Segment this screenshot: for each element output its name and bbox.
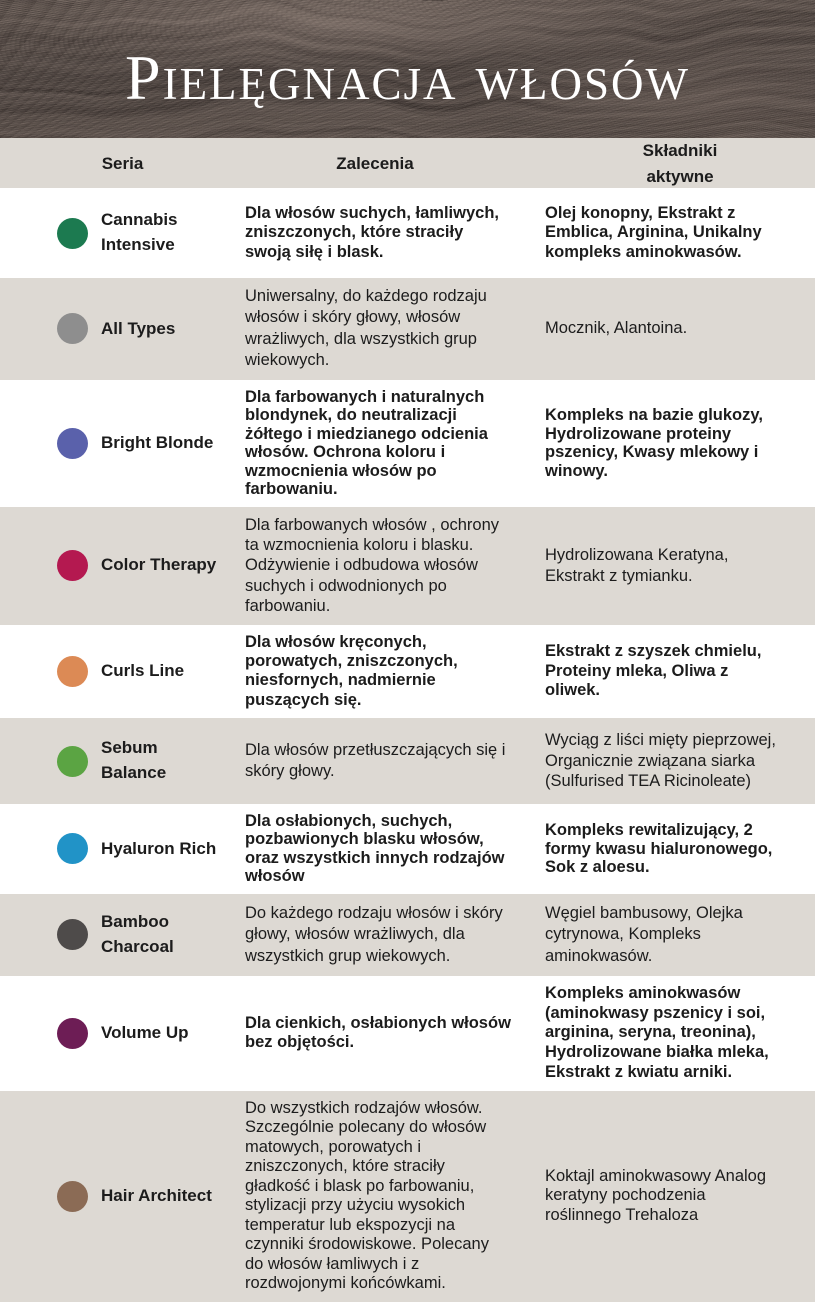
recommendations-text: Do wszystkich rodzajów włosów. Szczególnie polecany do włosów matowych, porowatych i zniszczonych, które straciły gładkość i blask po farbowaniu, stylizacji przy użyciu wysokich temperatur lub ekspozycji na czynniki środowiskowe. Polecany do włosów łamliwych i z rozdwojonymi końcówkami. (245, 1098, 489, 1293)
series-cell (0, 728, 245, 793)
series-cell (0, 305, 245, 352)
column-header-skladniki-label: Składniki aktywne (642, 141, 718, 186)
series-cell (0, 420, 245, 467)
series-name: Bright Blonde (101, 432, 214, 452)
active-ingredients-text: Kompleks rewitalizujący, 2 formy kwasu hialuronowego, Sok z aloesu. (545, 821, 773, 877)
active-ingredients-text: Olej konopny, Ekstrakt z Emblica, Arginina, Unikalny kompleks aminokwasów. (545, 204, 762, 261)
table-row-sebum-balance (0, 718, 815, 804)
table-row-color-therapy (0, 507, 815, 625)
recommendations-text: Dla włosów przetłuszczających się i skóry głowy. (245, 741, 506, 781)
active-ingredients-text: Kompleks aminokwasów (aminokwasy pszenicy i soi, arginina, seryna, treonina), Hydrolizowane białka mleka, Ekstrakt z kwiatu arniki. (545, 983, 769, 1082)
series-name: Sebum Balance (101, 738, 167, 783)
table-row-all-types (0, 278, 815, 380)
series-cell (0, 825, 245, 872)
series-color-dot (57, 550, 88, 581)
series-name: All Types (101, 318, 176, 338)
active-ingredients-text: Mocznik, Alantoina. (545, 319, 688, 338)
recommendations-text: Dla osłabionych, suchych, pozbawionych blasku włosów, oraz wszystkich innych rodzajów włosów (245, 812, 505, 886)
series-name: Volume Up (101, 1023, 189, 1043)
series-color-dot (57, 746, 88, 777)
recommendations-text: Do każdego rodzaju włosów i skóry głowy, włosów wrażliwych, dla wszystkich grup wiekowych. (245, 903, 503, 965)
active-ingredients-text: Kompleks na bazie glukozy, Hydrolizowane proteiny pszenicy, Kwasy mlekowy i winowy. (545, 406, 763, 480)
active-ingredients-text: Ekstrakt z szyszek chmielu, Proteiny mleka, Oliwa z oliwek. (545, 642, 762, 700)
series-cell (0, 200, 245, 265)
series-name: Hyaluron Rich (101, 838, 217, 858)
table-row-hyaluron-rich (0, 804, 815, 894)
column-header-zalecenia: Zalecenia (336, 153, 414, 173)
table-row-curls-line (0, 625, 815, 718)
hair-photo-banner (0, 0, 815, 138)
active-ingredients-text: Hydrolizowana Keratyna, Ekstrakt z tymianku. (545, 546, 729, 585)
series-cell (0, 542, 245, 589)
table-row-bamboo-charcoal (0, 894, 815, 976)
recommendations-text: Dla farbowanych włosów , ochrony ta wzmocnienia koloru i blasku. Odżywienie i odbudowa włosów suchych i odwodnionych po farbowaniu. (245, 515, 500, 616)
table-body (0, 188, 815, 1302)
series-color-dot (57, 919, 88, 950)
series-cell (0, 902, 245, 967)
active-ingredients-text: Wyciąg z liści mięty pieprzowej, Organicznie związana siarka (Sulfurised TEA Ricinoleate) (545, 731, 776, 791)
active-ingredients-text: Węgiel bambusowy, Olejka cytrynowa, Kompleks aminokwasów. (545, 903, 743, 965)
series-name: Curls Line (101, 661, 185, 681)
recommendations-text: Dla farbowanych i naturalnych blondynek, do neutralizacji żółtego i miedzianego odcienia włosów. Ochrona koloru i wzmocnienia włosów po farbowaniu. (245, 387, 488, 499)
series-name: Hair Architect (101, 1185, 212, 1205)
series-name: Bamboo Charcoal (101, 912, 174, 956)
column-header-seria: Seria (101, 153, 144, 173)
recommendations-text: Dla cienkich, osłabionych włosów bez objętości. (245, 1013, 511, 1052)
page-title: Pielęgnacja włosów (124, 42, 690, 113)
active-ingredients-text: Koktajl aminokwasowy Analog keratyny pochodzenia roślinnego Trehaloza (545, 1167, 767, 1224)
recommendations-text: Dla włosów kręconych, porowatych, zniszczonych, niesfornych, nadmiernie puszących się. (245, 632, 458, 709)
table-header-row (0, 138, 815, 188)
table-row-cannabis-intensive (0, 188, 815, 278)
series-color-dot (57, 218, 88, 249)
series-cell (0, 1010, 245, 1057)
series-name: Cannabis Intensive (101, 210, 178, 254)
series-color-dot (57, 1181, 88, 1212)
column-header-skladniki-aktywne (545, 138, 815, 189)
series-cell (0, 1173, 245, 1220)
series-color-dot (57, 656, 88, 687)
recommendations-text: Uniwersalny, do każdego rodzaju włosów i skóry głowy, włosów wrażliwych, dla wszystkich grup wiekowych. (245, 287, 487, 370)
series-color-dot (57, 1018, 88, 1049)
recommendations-text: Dla włosów suchych, łamliwych, zniszczonych, które straciły swoją siłę i blask. (245, 204, 499, 261)
table-row-bright-blonde (0, 380, 815, 507)
series-cell (0, 648, 245, 695)
series-name: Color Therapy (101, 555, 217, 575)
table-row-volume-up (0, 976, 815, 1091)
series-color-dot (57, 833, 88, 864)
series-color-dot (57, 428, 88, 459)
table-row-hair-architect (0, 1091, 815, 1302)
series-color-dot (57, 313, 88, 344)
